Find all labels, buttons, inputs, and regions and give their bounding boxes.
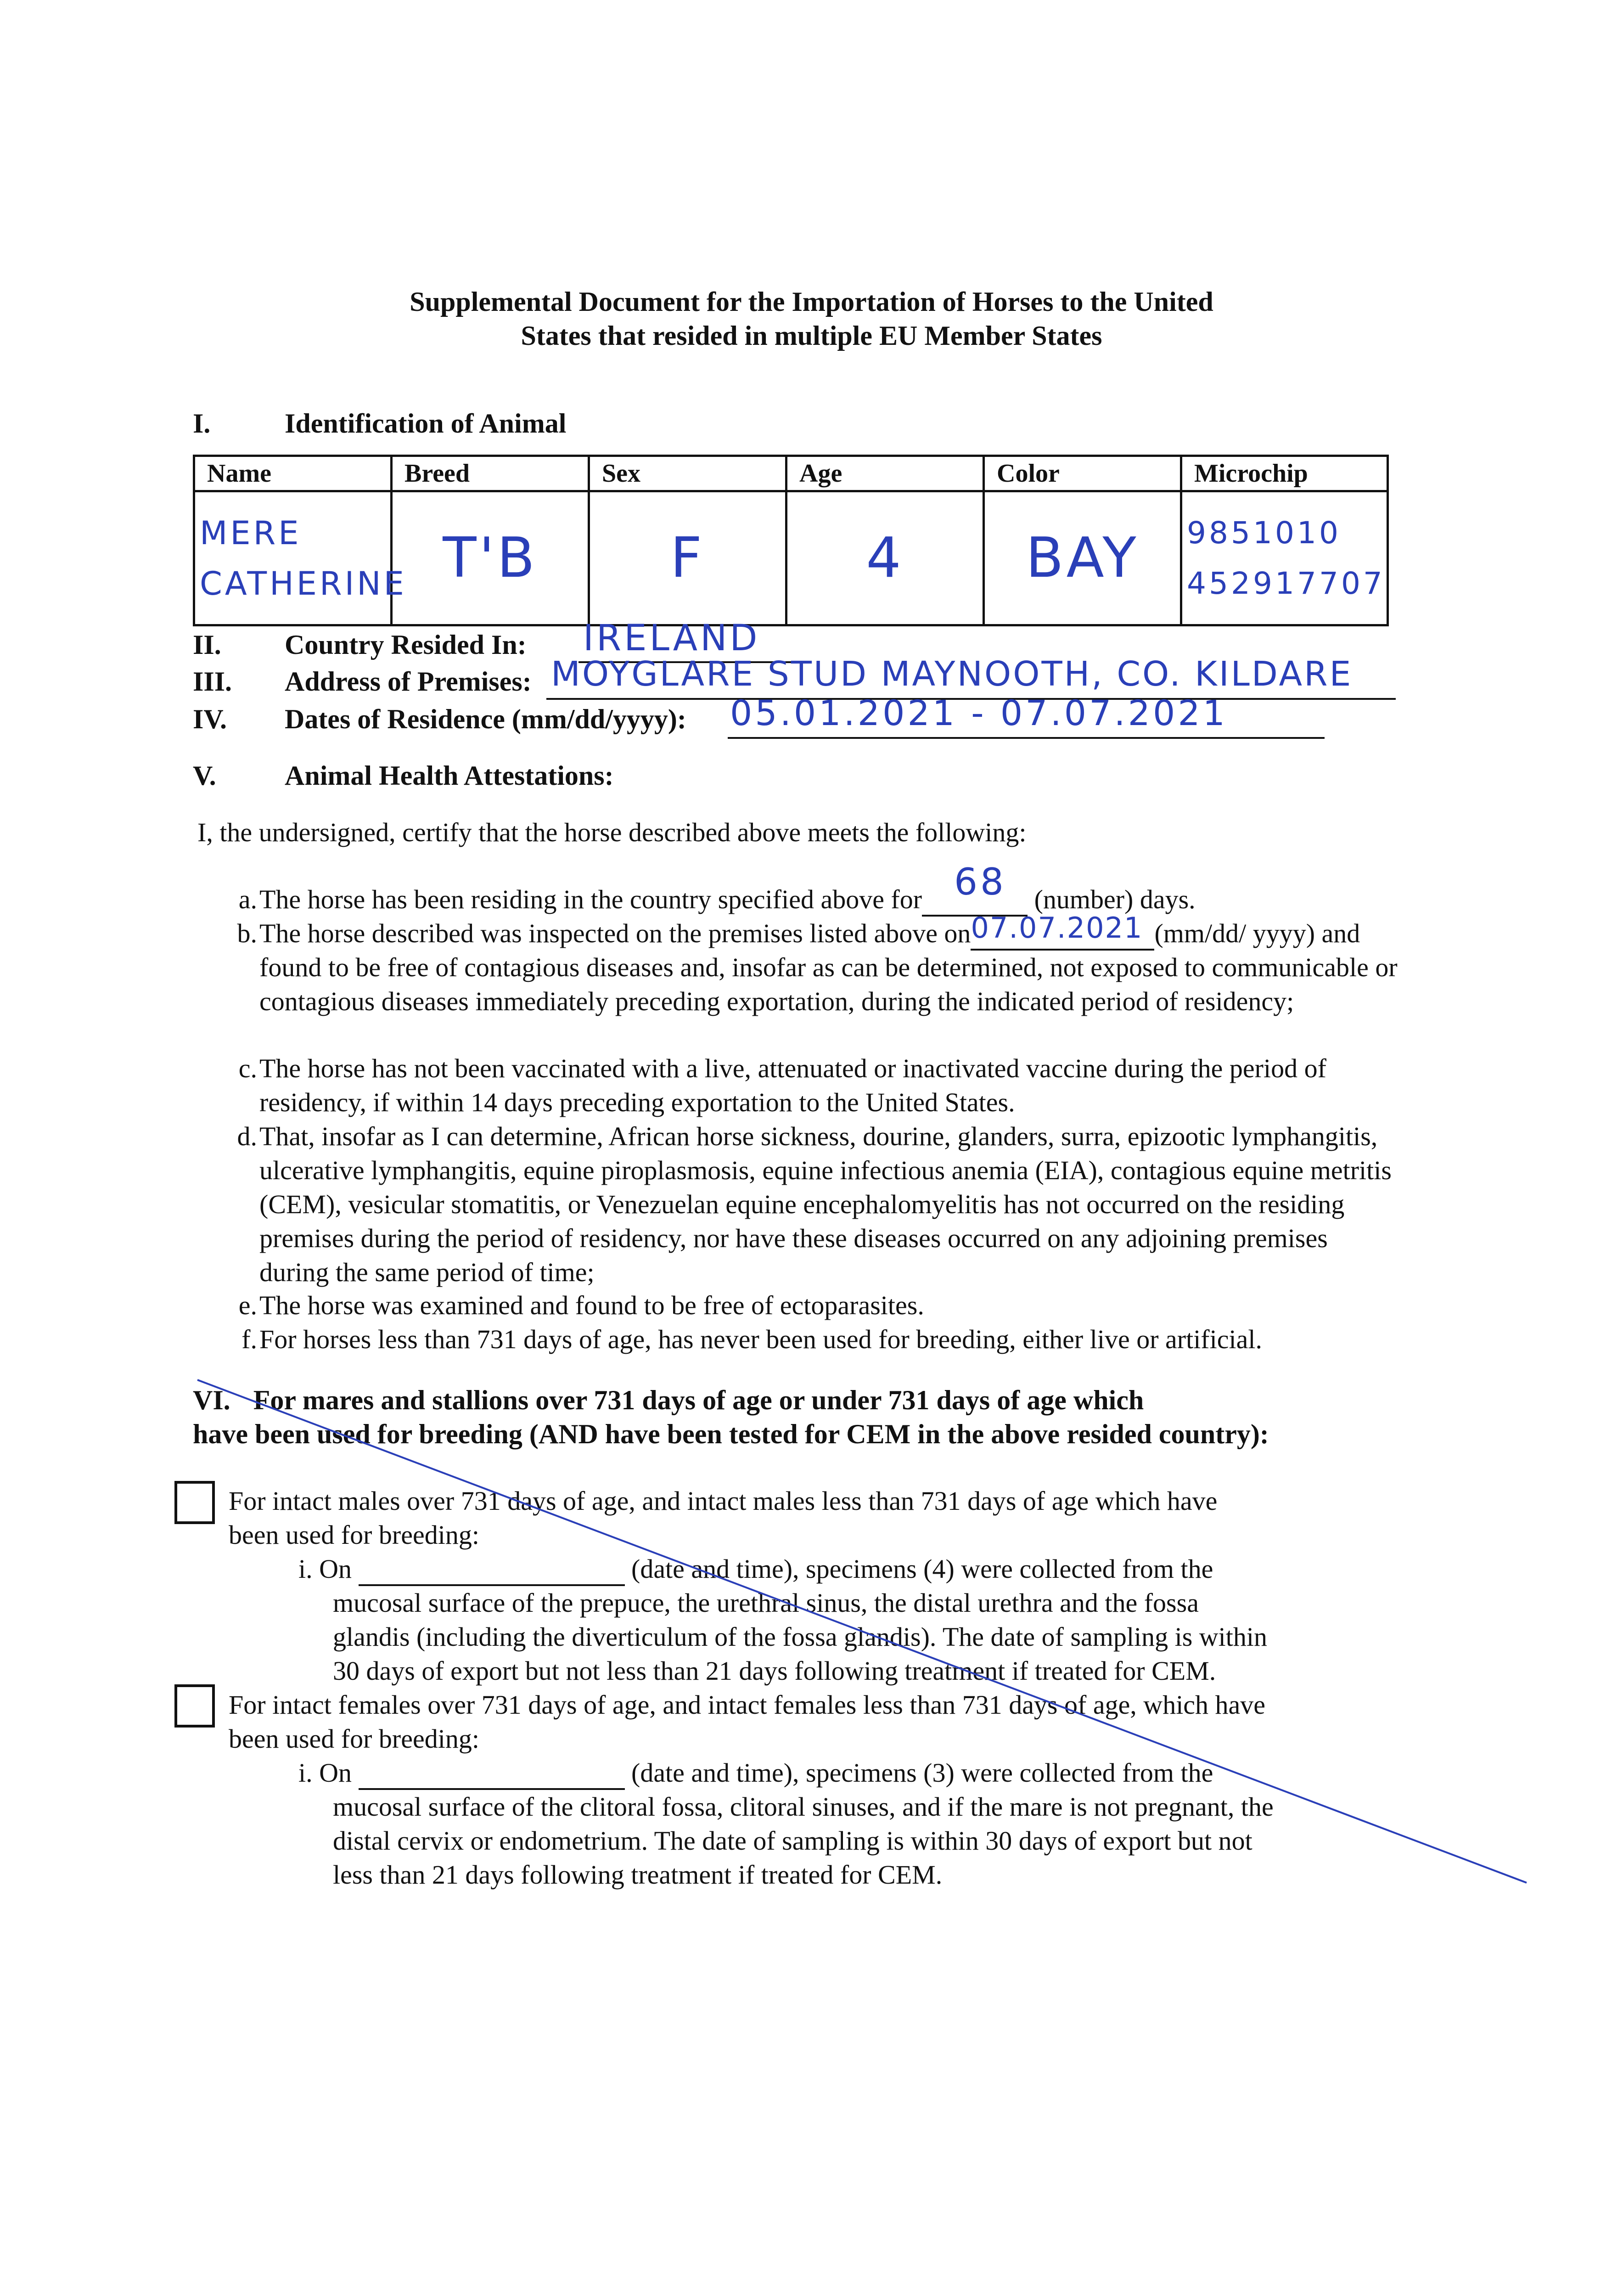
col-header-color: Color [984, 456, 1181, 491]
item-label: i. On [298, 1758, 352, 1788]
title-line-1: Supplemental Document for the Importation of Horses to the United [410, 287, 1213, 317]
address-label: Address of Premises: [285, 666, 532, 697]
name-line-2: CATHERINE [200, 564, 407, 602]
item-text-part: (number) days. [1034, 884, 1196, 914]
females-specimen-line-3: distal cervix or endometrium. The date of sampling is within 30 days of export but not [333, 1826, 1252, 1856]
males-specimen-line-3: glandis (including the diverticulum of the fossa glandis). The date of sampling is within [333, 1622, 1268, 1652]
section-number: IV. [193, 704, 227, 734]
item-text-part: (mm/dd/ [1154, 918, 1247, 948]
section-number: VI. [193, 1385, 230, 1415]
dates-label: Dates of Residence (mm/dd/yyyy): [285, 704, 686, 734]
section-heading: Animal Health Attestations: [285, 760, 614, 791]
section-6-line-2: have been used for breeding (AND have been tested for CEM in the above resided country): [193, 1419, 1269, 1449]
females-specimen-line-4: less than 21 days following treatment if treated for CEM. [333, 1860, 943, 1890]
item-text: The horse was examined and found to be free of ectoparasites. [259, 1290, 924, 1320]
section-heading: Identification of Animal [285, 408, 567, 439]
title-line-2: States that resided in multiple EU Member States [521, 321, 1102, 351]
microchip-line-2: 452917707 [1187, 565, 1385, 601]
item-text-part: yyyy) and found to be free of contagious diseases and, insofar as can be determined, not exposed to communicable or contagious diseases immediately preceding exportation, during the indicated period of residency; [259, 918, 1398, 1016]
females-line-1: For intact females over 731 days of age, and intact females less than 731 days of age, which have [229, 1690, 1266, 1720]
cell-age: 4 [786, 491, 984, 625]
cell-breed: T'B [392, 491, 589, 625]
section-number: V. [193, 760, 216, 791]
item-text-part: (date and time), specimens (4) were collected from the [631, 1554, 1213, 1584]
item-label: i. On [298, 1554, 352, 1584]
item-label: e. [238, 1290, 257, 1320]
certification-statement: I, the undersigned, certify that the horse described above meets the following: [197, 817, 1027, 847]
males-line-1: For intact males over 731 days of age, and intact males less than 731 days of age which have [229, 1486, 1218, 1516]
females-specimen-line-2: mucosal surface of the clitoral fossa, clitoral sinuses, and if the mare is not pregnant, the [333, 1792, 1274, 1822]
inspection-date-value: 07.07.2021 [971, 911, 1143, 945]
microchip-line-1: 9851010 [1187, 515, 1341, 551]
col-header-name: Name [194, 456, 392, 491]
males-specimen-line-2: mucosal surface of the prepuce, the urethral sinus, the distal urethra and the fossa [333, 1588, 1199, 1618]
dates-value: 05.01.2021 - 07.07.2021 [730, 692, 1228, 733]
country-value: IRELAND [583, 618, 760, 659]
item-label: a. [238, 884, 257, 914]
section-number: III. [193, 666, 232, 697]
col-header-sex: Sex [589, 456, 786, 491]
item-label: c. [238, 1053, 257, 1083]
males-line-2: been used for breeding: [229, 1520, 479, 1550]
section-number: II. [193, 630, 221, 660]
strike-line-stroke [197, 1380, 1527, 1883]
days-value: 68 [954, 861, 1006, 903]
country-label: Country Resided In: [285, 630, 527, 660]
col-header-age: Age [786, 456, 984, 491]
item-text: That, insofar as I can determine, African horse sickness, dourine, glanders, surra, epizootic lymphangitis, ulcerative lymphangitis, equine piroplasmosis, equine infectious anemia (EIA), contagious equine metritis (CEM), vesicular stomatitis, or Venezuelan equine encephalomyelitis has not occurred on the residing premises during the period of residency, nor have these diseases occurred on any adjoining premises during the same period of time; [259, 1121, 1392, 1287]
address-value: MOYGLARE STUD MAYNOOTH, CO. KILDARE [551, 654, 1353, 694]
females-line-2: been used for breeding: [229, 1724, 479, 1754]
item-label: f. [241, 1324, 257, 1354]
item-label: b. [237, 918, 257, 948]
name-line-1: MERE [200, 514, 302, 552]
item-text-part: The horse has been residing in the country specified above for [259, 884, 922, 914]
item-text-part: The horse described was inspected on the premises listed above on [259, 918, 971, 948]
males-specimen-line-4: 30 days of export but not less than 21 days following treatment if treated for CEM. [333, 1656, 1216, 1686]
item-text: The horse has not been vaccinated with a live, attenuated or inactivated vaccine during the period of residency, if within 14 days preceding exportation to the United States. [259, 1053, 1326, 1117]
col-header-breed: Breed [392, 456, 589, 491]
col-header-microchip: Microchip [1181, 456, 1388, 491]
item-text-part: (date and time), specimens (3) were collected from the [631, 1758, 1213, 1788]
cell-color: BAY [984, 491, 1181, 625]
cell-sex: F [589, 491, 786, 625]
item-label: d. [237, 1121, 257, 1151]
section-heading: For mares and stallions over 731 days of age or under 731 days of age which [253, 1385, 1144, 1415]
section-number: I. [193, 408, 211, 439]
item-text: For horses less than 731 days of age, has never been used for breeding, either live or artificial. [259, 1324, 1262, 1354]
